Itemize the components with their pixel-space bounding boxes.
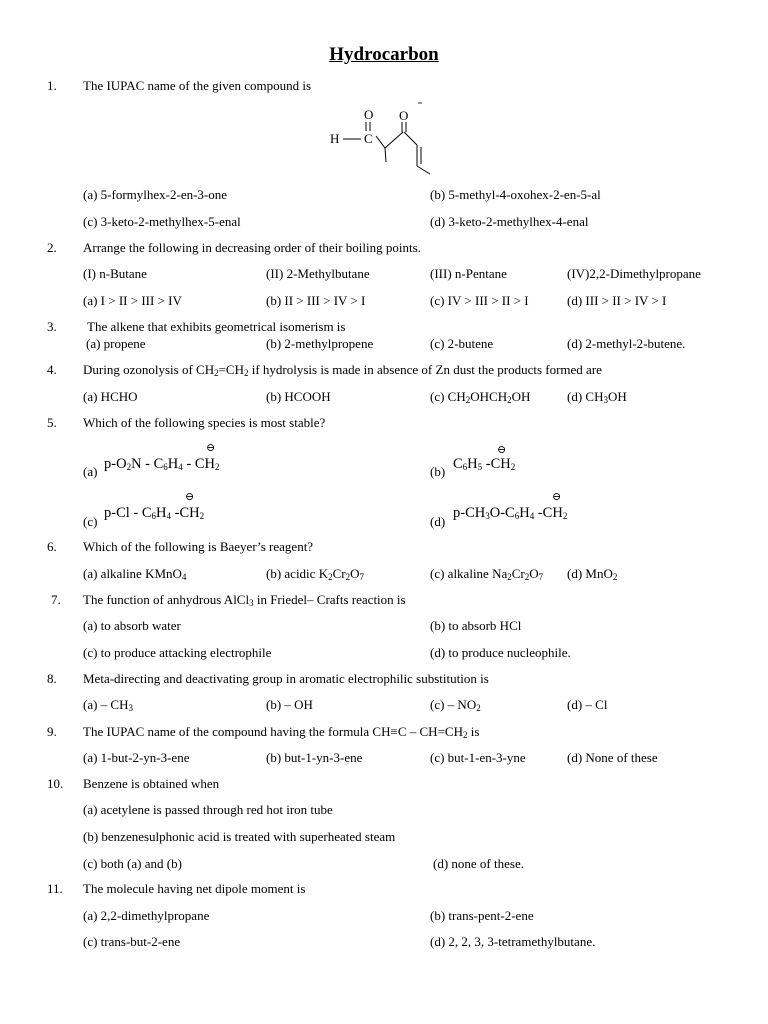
option-c: (c) both (a) and (b) [83,856,182,871]
question-number: 6. [47,539,57,554]
question-number: 5. [47,415,57,430]
option-a: (a) HCHO [83,389,138,404]
question-number: 2. [47,240,57,255]
option-a: (a) to absorb water [83,618,181,633]
carbanion-charge-icon: ⊖ [552,491,562,503]
option-d: (d) III > II > IV > I [567,293,667,308]
question-text: Benzene is obtained when [83,776,220,791]
option-d: $p-CH_3O-C_6H_4$ $-CH_2$ [453,505,568,521]
question-number: 8. [47,671,57,686]
carbon-label: C [364,131,373,146]
oxygen-label: O [364,107,374,122]
option-d: (d) MnO$_2$ [567,566,618,582]
option-b: (b) trans-pent-2-ene [430,908,534,923]
option-a: (a) 1-but-2-yn-3-ene [83,750,190,765]
carbanion-charge-icon: ⊖ [185,491,195,503]
item-iv: (IV)2,2-Dimethylpropane [567,266,701,281]
option-b: (b) acidic $K_2Cr_2O_7$ [266,566,364,582]
option-d: (d) 2, 2, 3, 3-tetramethylbutane. [430,934,596,949]
option-d: (d) 2-methyl-2-butene. [567,336,686,351]
hydrogen-label: H [330,131,340,146]
option-a: (a) acetylene is passed through red hot iron tube [83,802,333,817]
option-c: (c) IV > III > II > I [430,293,529,308]
question-text: Meta-directing and deactivating group in aromatic electrophilic substitution is [83,671,489,686]
option-d: (d) none of these. [433,856,524,871]
item-ii: (II) 2-Methylbutane [266,266,370,281]
compound-structure [320,100,460,178]
question-number: 4. [47,362,57,377]
carbanion-charge-icon: ⊖ [206,442,216,454]
option-c: (c) but-1-en-3-yne [430,750,526,765]
question-number: 9. [47,724,57,739]
question-number: 11. [47,881,63,896]
option-d-label: (d) [430,514,446,529]
question-text: Which of the following species is most stable? [83,415,326,430]
question-number: 10. [47,776,64,791]
option-a: (a) I > II > III > IV [83,293,182,308]
option-a-label: (a) [83,464,98,479]
oxygen-label: O [399,108,409,123]
option-c: (c) $CH_2OHCH_2OH$ [430,389,531,405]
question-text: The alkene that exhibits geometrical isomerism is [87,319,346,334]
option-b: (b) 5-methyl-4-oxohex-2-en-5-al [430,187,601,202]
option-b: (b) HCOOH [266,389,331,404]
item-i: (I) n-Butane [83,266,147,281]
option-b: (b) to absorb HCl [430,618,522,633]
option-b: $C_6H_5$ $-CH_2$ [453,456,516,472]
option-d: (d) $CH_3OH$ [567,389,627,405]
option-c: (c) 3-keto-2-methylhex-5-enal [83,214,241,229]
question-text: The function of anhydrous AlCl$_3$ in Friedel– Crafts reaction is [83,592,406,608]
option-c: $p-Cl - C_6H_4$ $-CH_2$ [104,505,205,521]
option-c: (c) trans-but-2-ene [83,934,181,949]
option-c: (c) to produce attacking electrophile [83,645,272,660]
option-c: (c) alkaline $Na_2Cr_2O_7$ [430,566,544,582]
page-title: Hydrocarbon [329,44,439,65]
option-d: (d) – Cl [567,697,608,712]
question-text: Which of the following is Baeyer’s reagent? [83,539,314,554]
question-number: 3. [47,319,57,334]
option-a: $(a) - CH_3$ [83,697,133,713]
option-a: $p-O_2N - C_6H_4 - CH_2$ [104,456,220,472]
item-iii: (III) n-Pentane [430,266,507,281]
option-c-label: (c) [83,514,98,529]
option-a: (a) propene [86,336,146,351]
option-c: $(c) - NO_2$ [430,697,481,713]
option-b: (b) 2-methylpropene [266,336,374,351]
option-b: (b) – OH [266,697,313,712]
option-a: (a) 2,2-dimethylpropane [83,908,210,923]
option-b: (b) benzenesulphonic acid is treated with superheated steam [83,829,396,844]
question-number: 7. [51,592,61,607]
option-d: (d) None of these [567,750,658,765]
question-text: The IUPAC name of the compound having the formula $CH\equiv C - CH=CH_2$ is [83,724,480,740]
option-b-label: (b) [430,464,446,479]
question-text: During ozonolysis of $CH_2=CH_2$ if hydrolysis is made in absence of Zn dust the products formed are [83,362,602,378]
question-text: Arrange the following in decreasing order of their boiling points. [83,240,421,255]
option-d: (d) to produce nucleophile. [430,645,571,660]
question-number: 1. [47,78,57,93]
option-a: (a) alkaline KMnO$_4$ [83,566,187,582]
option-b: (b) II > III > IV > I [266,293,366,308]
carbanion-charge-icon: ⊖ [497,444,507,456]
option-a: (a) 5-formylhex-2-en-3-one [83,187,228,202]
option-b: (b) but-1-yn-3-ene [266,750,363,765]
option-c: (c) 2-butene [430,336,494,351]
question-text: The IUPAC name of the given compound is [83,78,312,93]
question-text: The molecule having net dipole moment is [83,881,306,896]
option-d: (d) 3-keto-2-methylhex-4-enal [430,214,589,229]
